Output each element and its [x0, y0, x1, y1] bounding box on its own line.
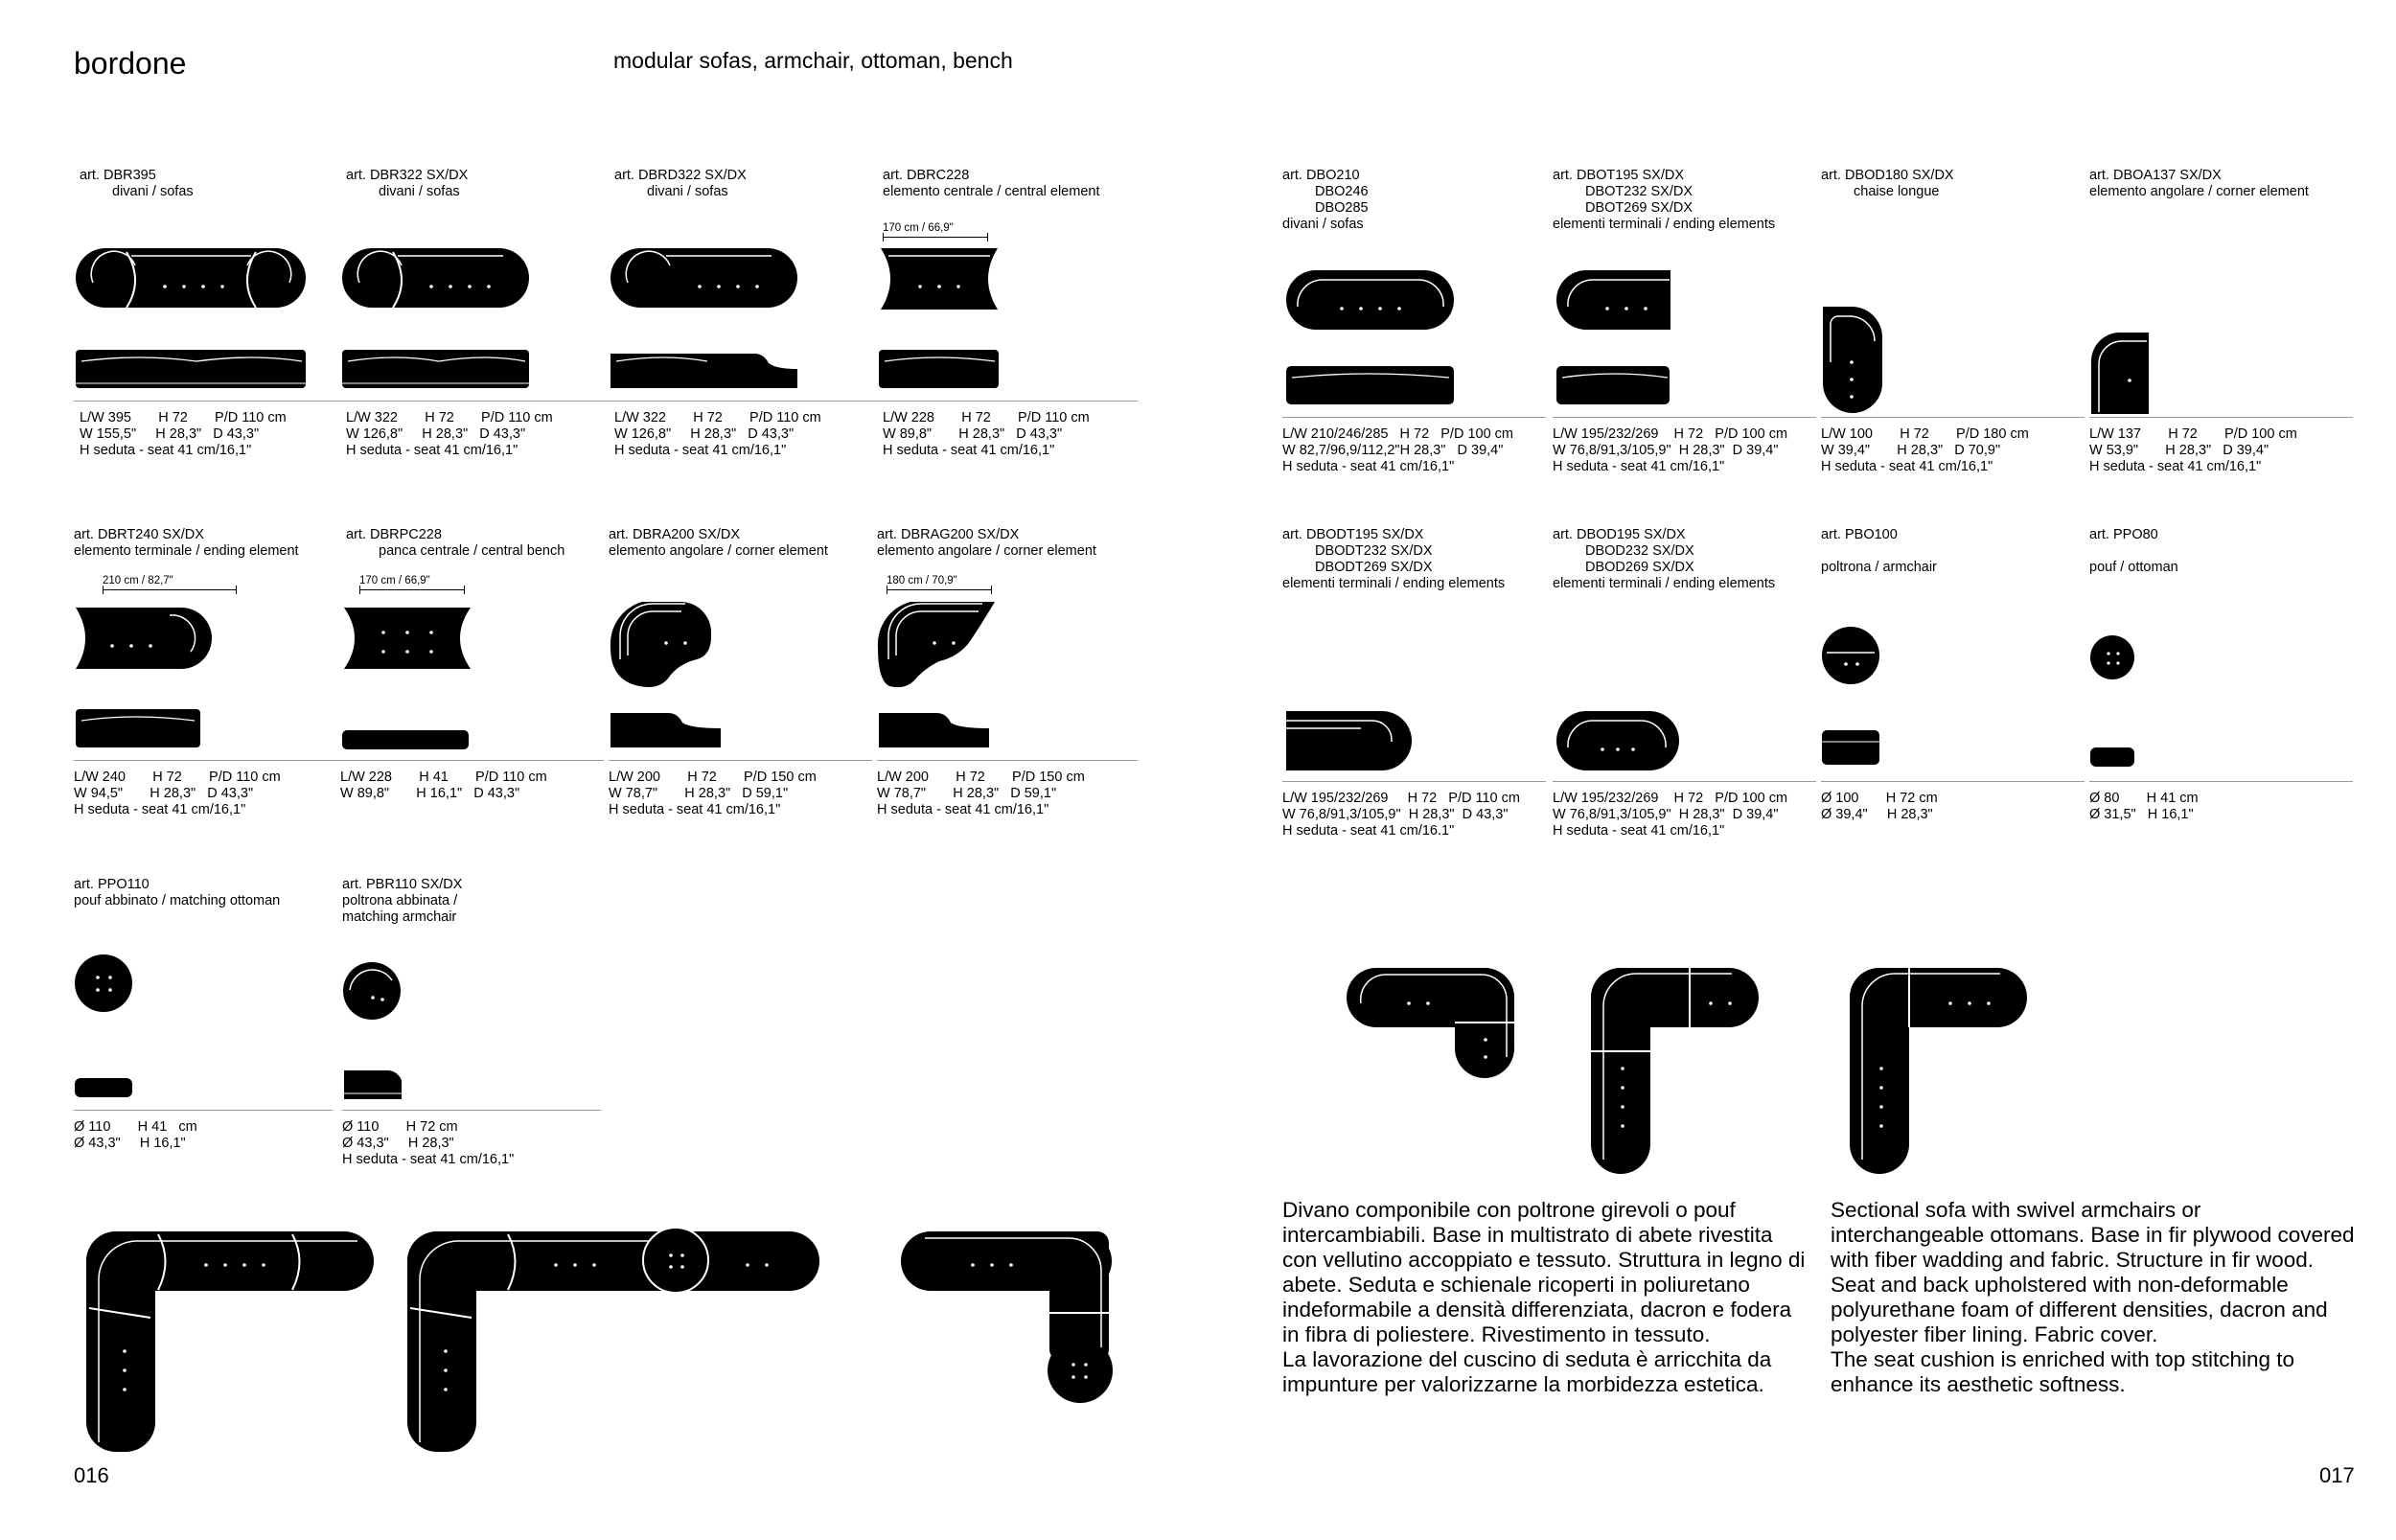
ottoman-top-view	[2089, 634, 2137, 682]
composition-l-left	[81, 1227, 374, 1457]
product-code: art. DBOD180 SX/DX	[1821, 168, 1954, 183]
product-desc: pouf / ottoman	[2089, 560, 2178, 575]
sofa-side-view	[340, 348, 532, 391]
chaise-top-view	[1821, 305, 1888, 415]
divider-line	[1282, 781, 1546, 782]
divider-line	[340, 760, 604, 761]
product-dbr322	[340, 168, 599, 551]
ottoman-top-view	[74, 954, 136, 1016]
product-desc: divani / sofas	[1282, 217, 1364, 232]
product-code: art. DBODT195 SX/DX	[1282, 527, 1424, 542]
product-specs: L/W 195/232/269 H 72 P/D 100 cm W 76,8/91,3/105,9" H 28,3" D 39,4" H seduta - seat 41 cm/16,1"	[1553, 426, 1788, 474]
corner-side-view	[609, 707, 733, 750]
product-code: art. PPO80	[2089, 527, 2158, 542]
dimension-label: 180 cm / 70,9"	[887, 573, 957, 589]
product-code: art. DBOT195 SX/DX	[1553, 168, 1684, 183]
product-specs: L/W 322 H 72 P/D 110 cm W 126,8" H 28,3" D 43,3" H seduta - seat 41 cm/16,1"	[346, 410, 553, 458]
sofa-side-view	[1555, 364, 1674, 407]
product-desc: pouf abbinato / matching ottoman	[74, 893, 281, 908]
product-specs: Ø 110 H 72 cm Ø 43,3" H 28,3" H seduta - seat 41 cm/16,1"	[342, 1119, 515, 1167]
divider-line	[609, 401, 877, 402]
product-specs: L/W 228 H 41 P/D 110 cm W 89,8" H 16,1" D 43,3"	[340, 770, 547, 801]
dimension-label: 210 cm / 82,7"	[103, 573, 173, 589]
product-desc: elemento angolare / corner element	[877, 543, 1096, 559]
product-specs: Ø 80 H 41 cm Ø 31,5" H 16,1"	[2089, 791, 2199, 822]
product-desc: elemento angolare / corner element	[2089, 184, 2309, 199]
product-code: art. DBOD195 SX/DX	[1553, 527, 1686, 542]
product-dbrd322	[609, 168, 867, 551]
divider-line	[340, 401, 609, 402]
sofa-side-view	[1284, 364, 1457, 407]
composition-l-right	[896, 1227, 1121, 1409]
sofa-top-view	[877, 244, 1002, 321]
product-dbodt195: art. DBODT195 SX/DX DBODT232 SX/DX DBODT269 SX/DX elementi terminali / ending elements L/W 195/232/269 H 72 P/D 110 cm W 76,8/91,3/105,9" H 28,3" D 43,3" H seduta - seat 41 cm/16.1"	[1282, 527, 1541, 910]
divider-line	[342, 1110, 601, 1111]
product-desc: poltrona abbinata /	[342, 893, 458, 908]
divider-line	[1821, 417, 2085, 418]
product-desc: elemento centrale / central element	[883, 184, 1100, 199]
product-dbod180	[1821, 168, 2080, 551]
composition-r-2	[1586, 963, 1763, 1179]
product-specs: Ø 100 H 72 cm Ø 39,4" H 28,3"	[1821, 791, 1938, 822]
brand-title: bordone	[74, 46, 187, 80]
corner-side-view	[877, 707, 1002, 750]
product-specs: Ø 110 H 41 cm Ø 43,3" H 16,1"	[74, 1119, 197, 1151]
bench-side-view	[340, 728, 474, 752]
product-desc: chaise longue	[1854, 184, 1940, 199]
product-specs: L/W 195/232/269 H 72 P/D 110 cm W 76,8/91,3/105,9" H 28,3" D 43,3" H seduta - seat 41 cm/16.1"	[1282, 791, 1520, 839]
product-specs: L/W 322 H 72 P/D 110 cm W 126,8" H 28,3" D 43,3" H seduta - seat 41 cm/16,1"	[614, 410, 821, 458]
divider-line	[2089, 417, 2353, 418]
product-specs: L/W 137 H 72 P/D 100 cm W 53,9" H 28,3" D 39,4" H seduta - seat 41 cm/16,1"	[2089, 426, 2297, 474]
product-desc: elementi terminali / ending elements	[1282, 576, 1506, 591]
product-code: art. PBO100	[1821, 527, 1898, 542]
product-specs: L/W 240 H 72 P/D 110 cm W 94,5" H 28,3" D 43,3" H seduta - seat 41 cm/16,1"	[74, 770, 281, 817]
sofa-side-view	[74, 707, 218, 750]
product-specs: L/W 210/246/285 H 72 P/D 100 cm W 82,7/96,9/112,2"H 28,3" D 39,4" H seduta - seat 41 cm/16,1"	[1282, 426, 1513, 474]
product-desc: divani / sofas	[112, 184, 194, 199]
ottoman-side-view	[2089, 746, 2137, 770]
dimension-label: 170 cm / 66,9"	[883, 220, 954, 237]
ottoman-side-view	[74, 1076, 136, 1100]
product-dbra200	[609, 527, 867, 910]
product-dbo210: art. DBO210 DBO246 DBO285 divani / sofas L/W 210/246/285 H 72 P/D 100 cm W 82,7/96,9/112,2"H 28,3" D 39,4" H seduta - seat 41 cm/16,1"	[1282, 168, 1541, 551]
product-desc: panca centrale / central bench	[379, 543, 565, 559]
product-dbot195: art. DBOT195 SX/DX DBOT232 SX/DX DBOT269 SX/DX elementi terminali / ending elements L/W 195/232/269 H 72 P/D 100 cm W 76,8/91,3/105,9" H 28,3" D 39,4" H seduta - seat 41 cm/16,1"	[1553, 168, 1811, 551]
armchair-top-view	[342, 961, 404, 1023]
product-pbo100	[1821, 527, 2080, 910]
product-code: art. DBRAG200 SX/DX	[877, 527, 1020, 542]
product-desc: poltrona / armchair	[1821, 560, 1937, 575]
product-dbr395	[74, 168, 333, 551]
product-desc: elemento angolare / corner element	[609, 543, 828, 559]
page-subtitle: modular sofas, armchair, ottoman, bench	[613, 48, 1013, 73]
dimension-label: 170 cm / 66,9"	[359, 573, 430, 589]
product-code: art. DBRPC228	[346, 527, 442, 542]
sofa-top-view	[1284, 709, 1414, 776]
product-desc: divani / sofas	[647, 184, 728, 199]
product-code: art. DBOA137 SX/DX	[2089, 168, 2222, 183]
product-dbrag200	[877, 527, 1136, 910]
sofa-top-view	[1555, 268, 1674, 335]
product-code: art. DBR322 SX/DX	[346, 168, 469, 183]
composition-r-1	[1342, 963, 1519, 1088]
divider-line	[74, 1110, 333, 1111]
divider-line	[74, 401, 342, 402]
product-desc: elemento terminale / ending element	[74, 543, 299, 559]
product-specs: L/W 100 H 72 P/D 180 cm W 39,4" H 28,3" D 70,9" H seduta - seat 41 cm/16,1"	[1821, 426, 2029, 474]
divider-line	[877, 401, 1138, 402]
page-number-left: 016	[74, 1463, 109, 1487]
armchair-top-view	[1821, 626, 1883, 688]
divider-line	[74, 760, 340, 761]
product-code: art. DBRD322 SX/DX	[614, 168, 747, 183]
product-dbod195: art. DBOD195 SX/DX DBOD232 SX/DX DBOD269 SX/DX elementi terminali / ending elements L/W 195/232/269 H 72 P/D 100 cm W 76,8/91,3/105,9" H 28,3" D 39,4" H seduta - seat 41 cm/16,1"	[1553, 527, 1811, 910]
product-code: art. PPO110	[74, 877, 150, 892]
product-ppo80	[2089, 527, 2348, 910]
product-desc: divani / sofas	[379, 184, 460, 199]
sofa-top-view	[340, 244, 532, 316]
product-code: art. DBRC228	[883, 168, 970, 183]
armchair-side-view	[1821, 728, 1883, 767]
product-specs: L/W 195/232/269 H 72 P/D 100 cm W 76,8/91,3/105,9" H 28,3" D 39,4" H seduta - seat 41 cm/16,1"	[1553, 791, 1788, 839]
product-ppo110	[74, 877, 333, 1260]
sofa-side-view	[609, 348, 800, 391]
product-desc: elementi terminali / ending elements	[1553, 217, 1776, 232]
sofa-side-view	[877, 348, 1002, 391]
divider-line	[1553, 417, 1816, 418]
product-specs: L/W 228 H 72 P/D 110 cm W 89,8" H 28,3" D 43,3" H seduta - seat 41 cm/16,1"	[883, 410, 1090, 458]
composition-r-3	[1845, 963, 2032, 1179]
product-code: art. DBRT240 SX/DX	[74, 527, 204, 542]
product-code: art. DBO210	[1282, 168, 1360, 183]
sofa-side-view	[74, 348, 309, 391]
armchair-side-view	[342, 1061, 409, 1104]
product-specs: L/W 395 H 72 P/D 110 cm W 155,5" H 28,3" D 43,3" H seduta - seat 41 cm/16,1"	[80, 410, 287, 458]
product-code: art. PBR110 SX/DX	[342, 877, 463, 892]
bench-top-view	[340, 604, 474, 680]
divider-line	[2089, 781, 2353, 782]
divider-line	[877, 760, 1138, 761]
corner-top-view	[877, 600, 1002, 691]
product-dbrt240	[69, 527, 328, 910]
sofa-top-view	[74, 244, 309, 316]
corner-top-view	[609, 600, 724, 691]
sofa-top-view	[1284, 268, 1457, 335]
product-code: art. DBR395	[80, 168, 156, 183]
product-dbrpc228	[340, 527, 599, 910]
product-dbrc228	[877, 168, 1136, 551]
corner-top-view	[2089, 331, 2152, 417]
divider-line	[1821, 781, 2085, 782]
product-specs: L/W 200 H 72 P/D 150 cm W 78,7" H 28,3" D 59,1" H seduta - seat 41 cm/16,1"	[877, 770, 1085, 817]
product-specs: L/W 200 H 72 P/D 150 cm W 78,7" H 28,3" D 59,1" H seduta - seat 41 cm/16,1"	[609, 770, 817, 817]
product-dboa137	[2089, 168, 2348, 551]
product-pbr110	[342, 877, 601, 1260]
product-desc: elementi terminali / ending elements	[1553, 576, 1776, 591]
product-desc: matching armchair	[342, 909, 457, 925]
sofa-top-view	[1555, 709, 1684, 776]
sofa-top-view	[74, 604, 218, 680]
description-english: Sectional sofa with swivel armchairs or interchangeable ottomans. Base in fir plywood covered with fiber wadding and fabric. Structure in fir wood. Seat and back upholstered with non-deformable polyurethane foam of different densities, dacron and polyester fiber lining. Fabric cover. The seat cushion is enriched with top stitching to enhance its aesthetic softness.	[1831, 1198, 2355, 1396]
description-italian: Divano componibile con poltrone girevoli o pouf intercambiabili. Base in multistrato di abete rivestita con vellutino accoppiato e tessuto. Struttura in legno di abete. Seduta e schienale ricoperti in poliuretano indeformabile a densità differenziata, dacron e fodera in fibra di poliestere. Rivestimento in tessuto. La lavorazione del cuscino di seduta è arricchita da impunture per valorizzarne la morbidezza estetica.	[1282, 1198, 1806, 1396]
divider-line	[1282, 417, 1546, 418]
divider-line	[1553, 781, 1816, 782]
product-code: art. DBRA200 SX/DX	[609, 527, 740, 542]
sofa-top-view	[609, 244, 800, 316]
page-number-right: 017	[2319, 1463, 2355, 1487]
composition-l-center	[403, 1227, 824, 1457]
divider-line	[609, 760, 872, 761]
